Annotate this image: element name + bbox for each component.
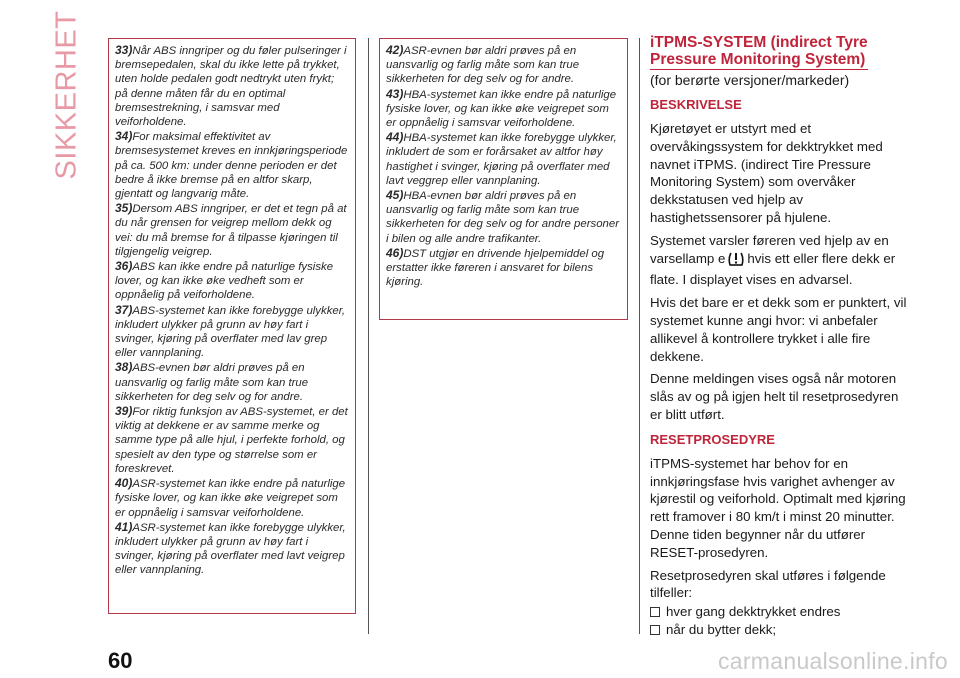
bullet-item [650, 603, 910, 621]
note-number: 42) [386, 43, 404, 57]
tyre-pressure-warning-icon [727, 250, 745, 272]
paragraph-description-2 [650, 232, 910, 289]
note-text: ASR-systemet kan ikke forebygge ulykker, inkludert ulykker på grunn av høy fart i svinger, kjøring på overflater med lavt veigrep eller vannplaning. [115, 521, 346, 577]
note-item [115, 259, 349, 303]
page-number: 60 [108, 648, 133, 673]
note-number: 39) [115, 404, 133, 419]
column-divider-right [639, 38, 640, 634]
note-text: ABS-evnen bør aldri prøves på en uansvarlig og farlig måte som kan true sikkerheten for deg selv og for andre. [115, 362, 309, 403]
itpms-title-line2: Pressure Monitoring System) [650, 51, 866, 68]
notes-box-right [379, 38, 628, 320]
column-divider-left [368, 38, 369, 634]
note-item [386, 130, 621, 188]
note-text: ABS-systemet kan ikke forebygge ulykker, inkludert ulykker på grunn av høy fart i svinger, kjøring på overflater med lav grep eller vannplaning. [115, 304, 346, 360]
paragraph-reset-1: iTPMS-systemet har behov for en innkjøringsfase hvis varighet avhenger av kjørestil og veiforhold. Optimalt med kjøring rett framover i 80 km/t i minst 20 minutter. Denne tiden begynner når du utfører RESET-prosedyren. [650, 455, 906, 560]
bullet-item [650, 621, 910, 639]
note-item [386, 87, 621, 131]
itpms-subtitle: (for berørte versjoner/markeder) [650, 72, 850, 88]
note-item [115, 476, 349, 520]
itpms-title [650, 34, 868, 70]
note-item [115, 201, 349, 259]
paragraph-description-1: Kjøretøyet er utstyrt med et overvåkingssystem for dekktrykket med navnet iTPMS. (indirect Tire Pressure Monitoring System) som overvåker dekkstatusen ved hjelp av hastighetssensorer på hjulene. [650, 121, 883, 225]
paragraph-description-3: Hvis det bare er et dekk som er punktert, vil systemet kunne angi hvor: vi anbefaler allikevel å kontrollere trykket i alle fire dekkene. [650, 295, 907, 364]
paragraph-reset-2: Resetprosedyren skal utføres i følgende tilfeller: [650, 567, 886, 601]
checkbox-bullet-icon [650, 625, 660, 635]
note-number: 40) [115, 476, 133, 491]
paragraph-2-end: hvis ett eller flere dekk er flate. I displayet vises en advarsel. [650, 250, 896, 288]
bullet-text: når du bytter dekk; [666, 621, 777, 637]
note-item [115, 303, 349, 361]
note-number: 34) [115, 129, 133, 144]
heading-beskrivelse: BESKRIVELSE [650, 97, 742, 112]
itpms-title-line1: iTPMS-SYSTEM (indirect Tyre [650, 34, 868, 51]
note-item [115, 360, 349, 404]
note-number: 41) [115, 519, 133, 534]
note-item [386, 188, 621, 246]
bullet-text: hver gang dekktrykket endres [666, 604, 841, 620]
note-number: 43) [386, 86, 404, 101]
note-item [386, 246, 621, 290]
itpms-section [650, 34, 910, 639]
note-text: HBA-evnen bør aldri prøves på en uansvarlig og farlig måte som kan true sikkerheten for deg selv og for andre personer i bilen og alle andre trafikanter. [386, 190, 620, 245]
checkbox-bullet-icon [650, 607, 660, 617]
note-number: 45) [386, 188, 404, 203]
paragraph-2-start: Systemet varsler føreren ved hjelp av en varsellamp e [650, 232, 889, 266]
note-text: For maksimal effektivitet av bremsesystemet kreves en innkjøringsperiode på ca. 500 km: under denne perioden er det bedre å ikke bremse på en altfor skarp, gjentatt og langvarig måte. [115, 131, 348, 201]
notes-list-right [386, 43, 621, 289]
note-number: 37) [115, 302, 133, 317]
note-text: Dersom ABS inngriper, er det et tegn på at du når grensen for veigrep mellom dekk og vei: du må bremse for å tilpasse kjøringen til tilgjengelig veigrep. [115, 203, 347, 258]
watermark: carmanualsonline.info [717, 648, 948, 674]
note-number: 33) [115, 43, 133, 57]
note-item [386, 43, 621, 87]
note-item [115, 404, 349, 476]
note-text: HBA-systemet kan ikke endre på naturlige fysiske lover, og kan ikke øke veigrepet som er oppnåelig i samsvar veiforholdene. [386, 88, 617, 130]
note-text: DST utgjør en drivende hjelpemiddel og erstatter ikke føreren i ansvaret for bilens kjøring. [386, 247, 605, 289]
heading-resetprosedyre: RESETPROSEDYRE [650, 431, 775, 447]
note-text: ABS kan ikke endre på naturlige fysiske lover, og kan ikke øke vedheft som er oppnåelig på veiforholdene. [115, 261, 334, 302]
note-number: 38) [115, 360, 133, 375]
note-number: 35) [115, 201, 133, 216]
section-label [50, 10, 83, 180]
paragraph-description-4: Denne meldingen vises også når motoren slås av og på igjen helt til resetprosedyren er blitt utført. [650, 371, 899, 422]
note-number: 46) [386, 245, 404, 260]
notes-box-left [108, 38, 356, 614]
notes-list-left [115, 43, 349, 578]
note-item [115, 129, 349, 201]
note-number: 44) [386, 130, 404, 145]
note-text: For riktig funksjon av ABS-systemet, er det viktig at dekkene er av samme merke og samme type på alle hjul, i perfekte forhold, og spesielt av den type og størrelse som er foreskrevet. [115, 406, 348, 475]
section-label-text: SIKKERHET [50, 10, 83, 180]
note-item [115, 520, 349, 578]
note-text: Når ABS inngriper og du føler pulseringer i bremsepedalen, skal du ikke lette på trykket, uten holde pedalen godt nedtrykt uten frykt; på denne måten får du en optimal bremsestrekning, i samsvar med veiforholdene. [115, 45, 347, 129]
note-item [115, 43, 349, 129]
note-text: ASR-evnen bør aldri prøves på en uansvarlig og farlig måte som kan true sikkerheten for deg selv og for andre. [386, 45, 580, 86]
note-text: ASR-systemet kan ikke endre på naturlige fysiske lover, og kan ikke øke veigrepet som er oppnåelig i samsvar veiforholdene. [115, 478, 346, 519]
note-text: HBA-systemet kan ikke forebygge ulykker, inkludert de som er forårsaket av altfor høy hastighet i svinger, kjøring på overflater med lavt veggrep eller vannplaning. [386, 132, 617, 187]
note-number: 36) [115, 259, 133, 274]
